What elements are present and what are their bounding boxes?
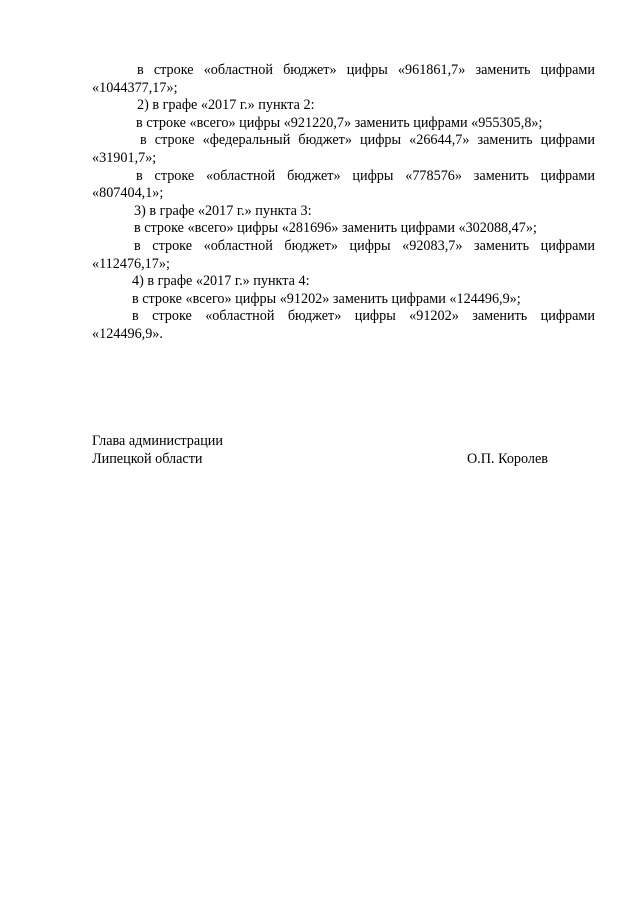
paragraph-item3-regional: в строке «областной бюджет» цифры «92083,7» заменить цифрами «112476,17»; <box>92 237 595 272</box>
signature-block <box>92 433 562 468</box>
paragraph-item3-heading: 3) в графе «2017 г.» пункта 3: <box>134 202 312 219</box>
paragraph-item4-regional: в строке «областной бюджет» цифры «91202» заменить цифрами «124496,9». <box>92 308 595 342</box>
paragraph-item3-total: в строке «всего» цифры «281696» заменить цифрами «302088,47»; <box>134 220 537 237</box>
paragraph-item4-heading: 4) в графе «2017 г.» пункта 4: <box>132 273 310 290</box>
signature-position-line1: Глава администрации <box>92 433 223 449</box>
document-body <box>92 62 595 344</box>
paragraph-regional-budget-item1: в строке «областной бюджет» цифры «961861,7» заменить цифрами «1044377,17»; <box>92 62 595 96</box>
paragraph-item2-total: в строке «всего» цифры «921220,7» заменить цифрами «955305,8»; <box>136 114 543 131</box>
paragraph-item2-regional: в строке «областной бюджет» цифры «778576» заменить цифрами «807404,1»; <box>92 167 595 202</box>
paragraph-item2-federal: в строке «федеральный бюджет» цифры «26644,7» заменить цифрами «31901,7»; <box>92 132 595 166</box>
signature-position-line2: Липецкой области <box>92 450 203 467</box>
paragraph-item4-total: в строке «всего» цифры «91202» заменить цифрами «124496,9»; <box>132 290 521 307</box>
signatory-name: О.П. Королев <box>466 450 548 467</box>
signature-line <box>92 451 562 469</box>
paragraph-item2-heading: 2) в графе «2017 г.» пункта 2: <box>137 97 315 114</box>
